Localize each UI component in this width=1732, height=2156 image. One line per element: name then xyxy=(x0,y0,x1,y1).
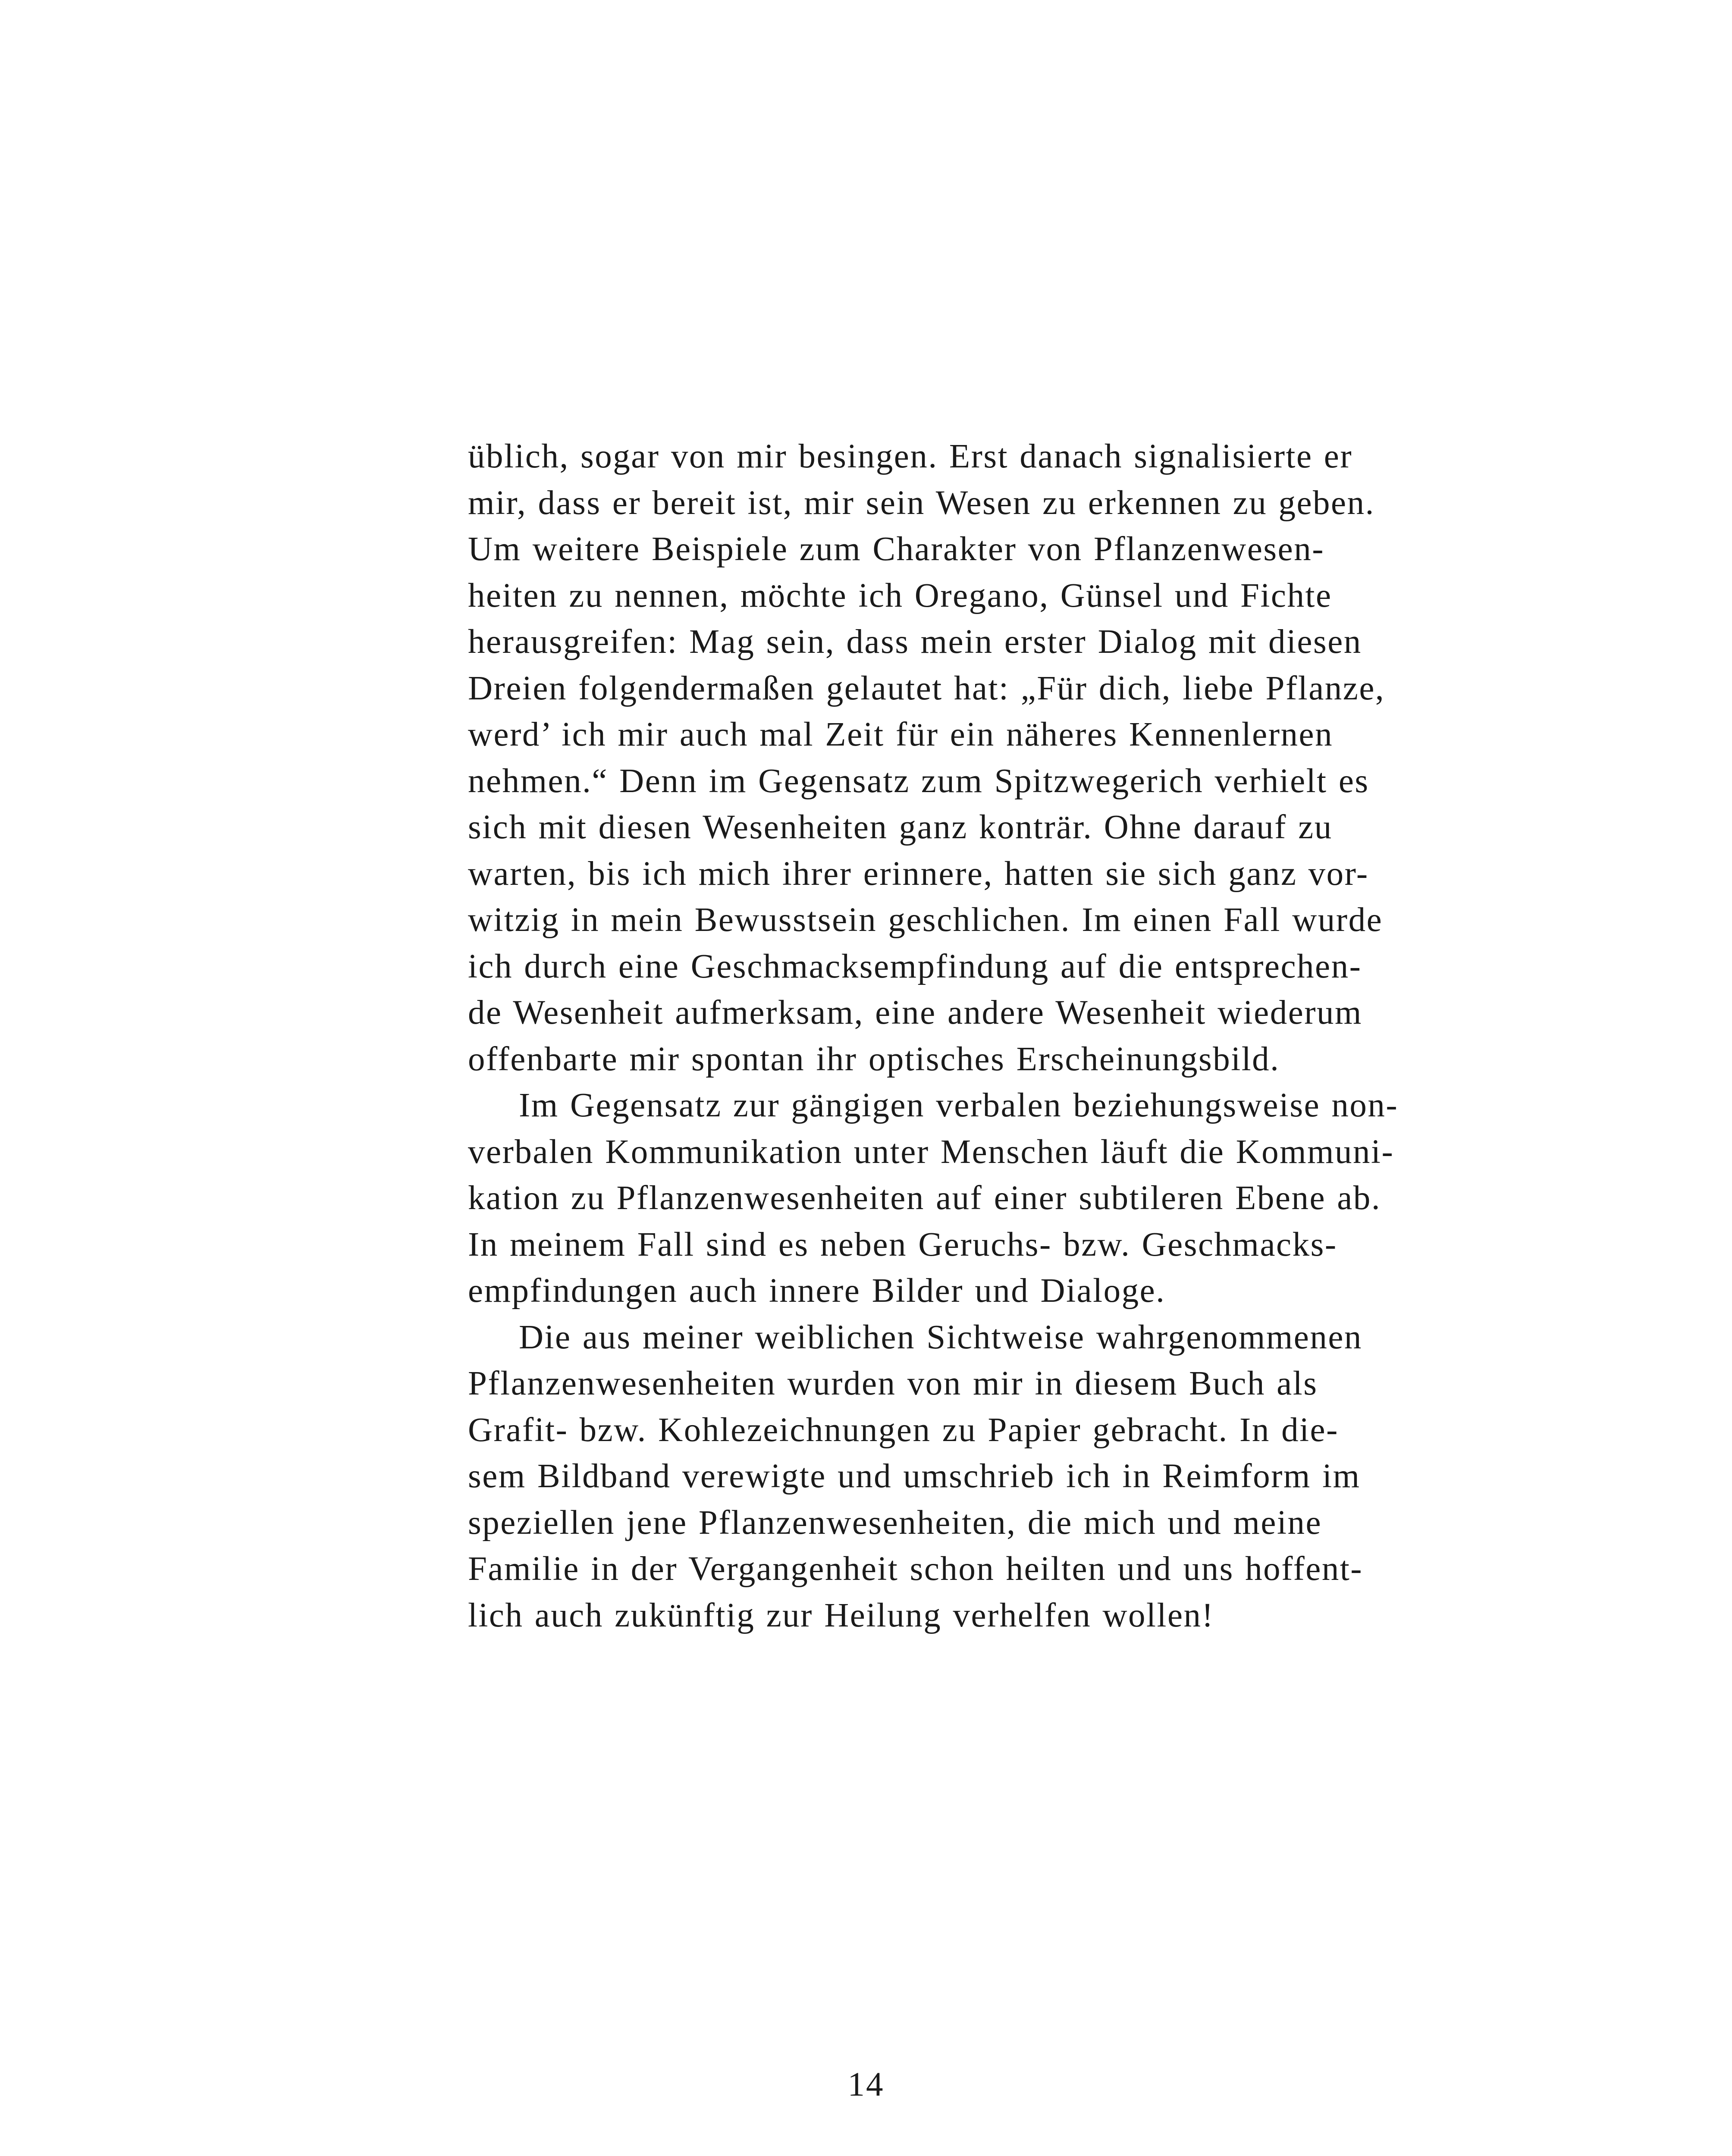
page-number: 14 xyxy=(847,2066,885,2103)
text-line: ich durch eine Geschmacksempfindung auf die entsprechen- xyxy=(468,947,1362,985)
body-text xyxy=(468,433,1527,1639)
text-line: werd’ ich mir auch mal Zeit für ein näheres Kennenlernen xyxy=(468,716,1334,753)
text-line: speziellen jene Pflanzenwesenheiten, die mich und meine xyxy=(468,1504,1322,1542)
text-line: sem Bildband verewigte und umschrieb ich in Reimform im xyxy=(468,1457,1361,1495)
text-line: Um weitere Beispiele zum Charakter von Pflanzenwesen- xyxy=(468,530,1324,568)
text-line: de Wesenheit aufmerksam, eine andere Wesenheit wiederum xyxy=(468,994,1363,1031)
text-line: In meinem Fall sind es neben Geruchs- bzw. Geschmacks- xyxy=(468,1225,1337,1263)
text-line: lich auch zukünftig zur Heilung verhelfen wollen! xyxy=(468,1596,1214,1634)
text-line: offenbarte mir spontan ihr optisches Erscheinungsbild. xyxy=(468,1040,1280,1078)
text-line: heiten zu nennen, möchte ich Oregano, Günsel und Fichte xyxy=(468,577,1332,614)
text-line: Familie in der Vergangenheit schon heilten und uns hoffent- xyxy=(468,1550,1363,1588)
paragraph-first-line: Im Gegensatz zur gängigen verbalen beziehungsweise non- xyxy=(519,1087,1399,1124)
text-line: verbalen Kommunikation unter Menschen läuft die Kommuni- xyxy=(468,1133,1394,1171)
text-line: üblich, sogar von mir besingen. Erst danach signalisierte er xyxy=(468,438,1353,475)
text-line: herausgreifen: Mag sein, dass mein erster Dialog mit diesen xyxy=(468,623,1362,661)
paragraph-first-line: Die aus meiner weiblichen Sichtweise wahrgenommenen xyxy=(519,1318,1362,1356)
text-line: Pflanzenwesenheiten wurden von mir in diesem Buch als xyxy=(468,1365,1318,1402)
text-line: nehmen.“ Denn im Gegensatz zum Spitzwegerich verhielt es xyxy=(468,762,1369,800)
text-line: kation zu Pflanzenwesenheiten auf einer subtileren Ebene ab. xyxy=(468,1179,1381,1217)
text-line: Grafit- bzw. Kohlezeichnungen zu Papier gebracht. In die- xyxy=(468,1411,1339,1449)
text-line: mir, dass er bereit ist, mir sein Wesen zu erkennen zu geben. xyxy=(468,484,1375,522)
text-line: warten, bis ich mich ihrer erinnere, hatten sie sich ganz vor- xyxy=(468,855,1369,893)
text-line: empfindungen auch innere Bilder und Dialoge. xyxy=(468,1272,1166,1310)
text-line: witzig in mein Bewusstsein geschlichen. Im einen Fall wurde xyxy=(468,901,1383,939)
text-line: sich mit diesen Wesenheiten ganz konträr. Ohne darauf zu xyxy=(468,808,1333,846)
text-line: Dreien folgendermaßen gelautet hat: „Für dich, liebe Pflanze, xyxy=(468,669,1385,707)
